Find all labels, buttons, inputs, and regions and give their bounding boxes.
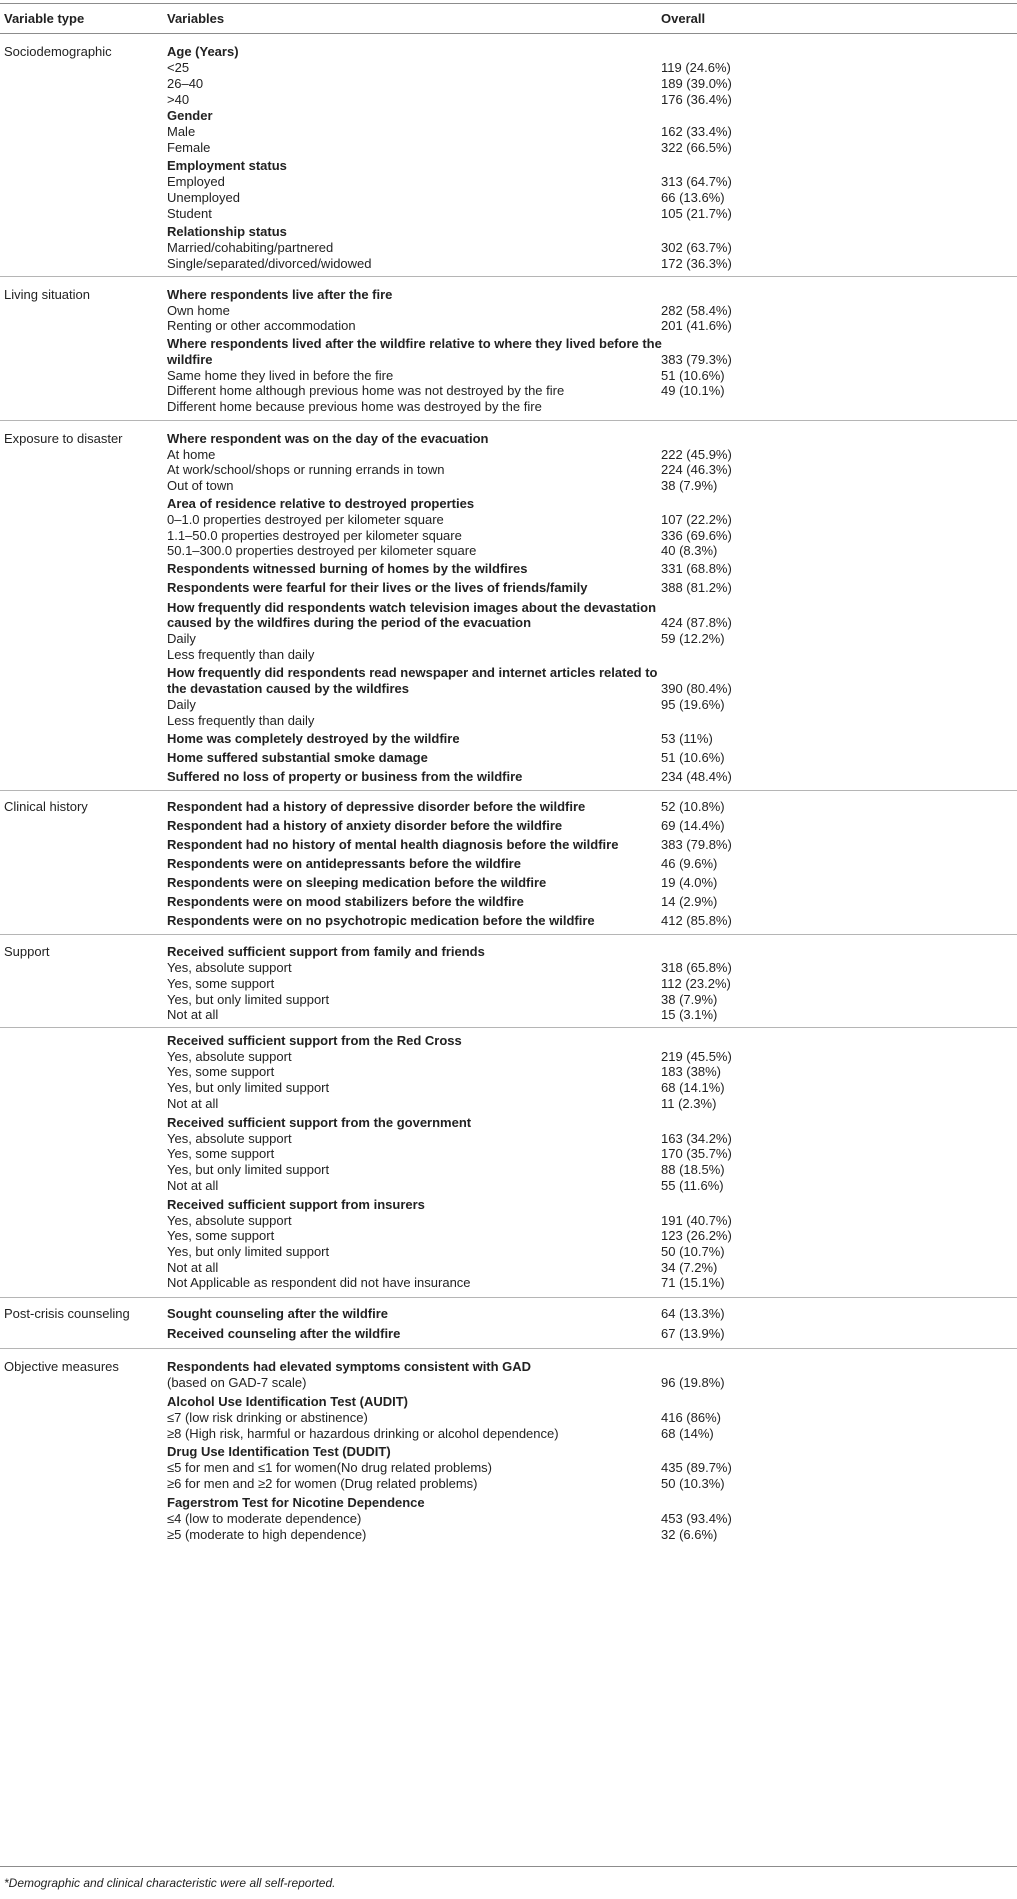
overall-value: 49 (10.1%)	[661, 383, 725, 398]
variable-heading: Respondent had no history of mental health diagnosis before the wildfire	[167, 837, 619, 852]
variable-heading: Received sufficient support from the Red Cross	[167, 1033, 462, 1048]
variable-label: 50.1–300.0 properties destroyed per kilometer square	[167, 543, 477, 558]
overall-value: 67 (13.9%)	[661, 1326, 725, 1341]
overall-value: 96 (19.8%)	[661, 1375, 725, 1390]
overall-value: 68 (14.1%)	[661, 1080, 725, 1095]
overall-value: 34 (7.2%)	[661, 1260, 718, 1275]
overall-value: 222 (45.9%)	[661, 447, 732, 462]
variable-label: 0–1.0 properties destroyed per kilometer square	[167, 512, 444, 527]
overall-value: 66 (13.6%)	[661, 190, 725, 205]
header-variable-type: Variable type	[4, 11, 85, 26]
overall-value: 170 (35.7%)	[661, 1146, 732, 1161]
variable-label: Yes, absolute support	[167, 960, 292, 975]
variable-label: ≥5 (moderate to high dependence)	[167, 1527, 367, 1542]
variable-heading: Respondents witnessed burning of homes by the wildfires	[167, 561, 528, 576]
variable-label: Own home	[167, 303, 230, 318]
overall-value: 416 (86%)	[661, 1410, 721, 1425]
variable-label: Different home because previous home was destroyed by the fire	[167, 399, 542, 414]
overall-value: 412 (85.8%)	[661, 913, 732, 928]
overall-value: 172 (36.3%)	[661, 256, 732, 271]
variable-label: Yes, some support	[167, 1228, 275, 1243]
variable-label: (based on GAD-7 scale)	[167, 1375, 307, 1390]
overall-value: 336 (69.6%)	[661, 528, 732, 543]
variable-type-label: Post-crisis counseling	[4, 1306, 130, 1321]
variable-heading: Relationship status	[167, 224, 287, 239]
variable-label: ≤7 (low risk drinking or abstinence)	[167, 1410, 368, 1425]
variable-label: Not at all	[167, 1260, 219, 1275]
overall-value: 51 (10.6%)	[661, 750, 725, 765]
footnote: *Demographic and clinical characteristic were all self-reported.	[4, 1876, 336, 1890]
header-rule	[0, 33, 1017, 34]
overall-value: 40 (8.3%)	[661, 543, 718, 558]
variable-label: Employed	[167, 174, 225, 189]
variable-type-label: Support	[4, 944, 50, 959]
overall-value: 322 (66.5%)	[661, 140, 732, 155]
overall-value: 107 (22.2%)	[661, 512, 732, 527]
variable-heading: caused by the wildfires during the period of the evacuation	[167, 615, 532, 630]
variable-type-label: Sociodemographic	[4, 44, 112, 59]
overall-value: 302 (63.7%)	[661, 240, 732, 255]
variable-heading: the devastation caused by the wildfires	[167, 681, 410, 696]
variable-label: Yes, absolute support	[167, 1131, 292, 1146]
variable-label: Not at all	[167, 1007, 219, 1022]
overall-value: 390 (80.4%)	[661, 681, 732, 696]
overall-value: 189 (39.0%)	[661, 76, 732, 91]
variable-label: At work/school/shops or running errands in town	[167, 462, 445, 477]
variable-label: <25	[167, 60, 190, 75]
section-divider	[0, 1348, 1017, 1349]
variable-heading: Home suffered substantial smoke damage	[167, 750, 428, 765]
variable-label: Not at all	[167, 1178, 219, 1193]
overall-value: 383 (79.8%)	[661, 837, 732, 852]
overall-value: 282 (58.4%)	[661, 303, 732, 318]
overall-value: 15 (3.1%)	[661, 1007, 718, 1022]
variable-heading: wildfire	[167, 352, 213, 367]
variable-heading: Age (Years)	[167, 44, 239, 59]
variable-heading: Where respondents live after the fire	[167, 287, 393, 302]
overall-value: 424 (87.8%)	[661, 615, 732, 630]
variable-heading: Where respondent was on the day of the evacuation	[167, 431, 489, 446]
variable-label: Yes, some support	[167, 1064, 275, 1079]
variable-heading: Respondent had a history of depressive disorder before the wildfire	[167, 799, 586, 814]
overall-value: 19 (4.0%)	[661, 875, 718, 890]
bottom-rule	[0, 1866, 1017, 1867]
variable-label: ≤5 for men and ≤1 for women(No drug related problems)	[167, 1460, 492, 1475]
overall-value: 191 (40.7%)	[661, 1213, 732, 1228]
overall-value: 105 (21.7%)	[661, 206, 732, 221]
overall-value: 46 (9.6%)	[661, 856, 718, 871]
variable-heading: Home was completely destroyed by the wildfire	[167, 731, 460, 746]
overall-value: 55 (11.6%)	[661, 1178, 724, 1193]
variable-label: Same home they lived in before the fire	[167, 368, 394, 383]
section-divider	[0, 420, 1017, 421]
header-overall: Overall	[661, 11, 706, 26]
overall-value: 52 (10.8%)	[661, 799, 725, 814]
variable-label: >40	[167, 92, 190, 107]
overall-value: 38 (7.9%)	[661, 478, 718, 493]
top-rule	[0, 3, 1017, 4]
variable-heading: Area of residence relative to destroyed properties	[167, 496, 475, 511]
variable-label: Not at all	[167, 1096, 219, 1111]
variable-heading: How frequently did respondents read newspaper and internet articles related to	[167, 665, 658, 680]
overall-value: 38 (7.9%)	[661, 992, 718, 1007]
variable-label: Yes, absolute support	[167, 1213, 292, 1228]
variable-label: Female	[167, 140, 211, 155]
variable-label: Male	[167, 124, 196, 139]
overall-value: 453 (93.4%)	[661, 1511, 732, 1526]
variable-label: Daily	[167, 631, 196, 646]
variable-heading: How frequently did respondents watch television images about the devastation	[167, 600, 657, 615]
variable-label: 1.1–50.0 properties destroyed per kilometer square	[167, 528, 462, 543]
variable-label: Out of town	[167, 478, 234, 493]
variable-label: Married/cohabiting/partnered	[167, 240, 334, 255]
overall-value: 11 (2.3%)	[661, 1096, 717, 1111]
variable-label: Renting or other accommodation	[167, 318, 356, 333]
variable-heading: Respondents were on sleeping medication before the wildfire	[167, 875, 547, 890]
overall-value: 69 (14.4%)	[661, 818, 725, 833]
variable-label: Different home although previous home was not destroyed by the fire	[167, 383, 565, 398]
variable-heading: Received sufficient support from the government	[167, 1115, 472, 1130]
variable-heading: Where respondents lived after the wildfire relative to where they lived before the	[167, 336, 662, 351]
overall-value: 14 (2.9%)	[661, 894, 718, 909]
variable-heading: Respondents were on antidepressants before the wildfire	[167, 856, 521, 871]
variable-heading: Drug Use Identification Test (DUDIT)	[167, 1444, 391, 1459]
variable-label: Yes, but only limited support	[167, 1162, 330, 1177]
overall-value: 313 (64.7%)	[661, 174, 732, 189]
variable-heading: Respondents were on no psychotropic medication before the wildfire	[167, 913, 595, 928]
overall-value: 219 (45.5%)	[661, 1049, 732, 1064]
overall-value: 53 (11%)	[661, 731, 713, 746]
overall-value: 112 (23.2%)	[661, 976, 731, 991]
overall-value: 59 (12.2%)	[661, 631, 725, 646]
overall-value: 176 (36.4%)	[661, 92, 732, 107]
variable-label: Less frequently than daily	[167, 713, 315, 728]
variable-heading: Fagerstrom Test for Nicotine Dependence	[167, 1495, 425, 1510]
overall-value: 318 (65.8%)	[661, 960, 732, 975]
overall-value: 224 (46.3%)	[661, 462, 732, 477]
overall-value: 123 (26.2%)	[661, 1228, 732, 1243]
overall-value: 162 (33.4%)	[661, 124, 732, 139]
overall-value: 163 (34.2%)	[661, 1131, 732, 1146]
variable-label: Yes, but only limited support	[167, 1080, 330, 1095]
variable-label: Less frequently than daily	[167, 647, 315, 662]
section-divider	[0, 276, 1017, 277]
variable-heading: Suffered no loss of property or business from the wildfire	[167, 769, 523, 784]
variable-label: ≥8 (High risk, harmful or hazardous drinking or alcohol dependence)	[167, 1426, 559, 1441]
overall-value: 201 (41.6%)	[661, 318, 732, 333]
variable-heading: Respondents were fearful for their lives or the lives of friends/family	[167, 580, 588, 595]
overall-value: 32 (6.6%)	[661, 1527, 718, 1542]
section-divider	[0, 934, 1017, 935]
variable-heading: Received sufficient support from family and friends	[167, 944, 485, 959]
section-divider	[0, 1297, 1017, 1298]
variable-label: Daily	[167, 697, 196, 712]
variable-heading: Sought counseling after the wildfire	[167, 1306, 389, 1321]
overall-value: 234 (48.4%)	[661, 769, 732, 784]
variable-heading: Alcohol Use Identification Test (AUDIT)	[167, 1394, 408, 1409]
overall-value: 68 (14%)	[661, 1426, 714, 1441]
variable-type-label: Objective measures	[4, 1359, 119, 1374]
variable-heading: Gender	[167, 108, 213, 123]
variable-heading: Respondent had a history of anxiety disorder before the wildfire	[167, 818, 563, 833]
overall-value: 183 (38%)	[661, 1064, 721, 1079]
variable-label: Not Applicable as respondent did not have insurance	[167, 1275, 471, 1290]
overall-value: 88 (18.5%)	[661, 1162, 725, 1177]
overall-value: 64 (13.3%)	[661, 1306, 725, 1321]
variable-label: Yes, but only limited support	[167, 992, 330, 1007]
overall-value: 331 (68.8%)	[661, 561, 732, 576]
variable-type-label: Clinical history	[4, 799, 88, 814]
variable-heading: Respondents were on mood stabilizers before the wildfire	[167, 894, 524, 909]
variable-label: ≤4 (low to moderate dependence)	[167, 1511, 362, 1526]
variable-label: 26–40	[167, 76, 204, 91]
variable-label: Yes, absolute support	[167, 1049, 292, 1064]
overall-value: 383 (79.3%)	[661, 352, 732, 367]
variable-heading: Employment status	[167, 158, 287, 173]
variable-label: Student	[167, 206, 212, 221]
variable-heading: Received sufficient support from insurers	[167, 1197, 425, 1212]
section-divider	[0, 1027, 1017, 1028]
overall-value: 50 (10.3%)	[661, 1476, 725, 1491]
section-divider	[0, 790, 1017, 791]
overall-value: 435 (89.7%)	[661, 1460, 732, 1475]
variable-heading: Received counseling after the wildfire	[167, 1326, 401, 1341]
variable-type-label: Exposure to disaster	[4, 431, 123, 446]
variable-label: At home	[167, 447, 216, 462]
variable-label: Yes, but only limited support	[167, 1244, 330, 1259]
overall-value: 50 (10.7%)	[661, 1244, 725, 1259]
variable-label: Single/separated/divorced/widowed	[167, 256, 372, 271]
overall-value: 388 (81.2%)	[661, 580, 732, 595]
variable-label: Yes, some support	[167, 1146, 275, 1161]
variable-type-label: Living situation	[4, 287, 90, 302]
overall-value: 71 (15.1%)	[661, 1275, 725, 1290]
overall-value: 95 (19.6%)	[661, 697, 725, 712]
overall-value: 119 (24.6%)	[661, 60, 731, 75]
variable-heading: Respondents had elevated symptoms consistent with GAD	[167, 1359, 532, 1374]
header-variables: Variables	[167, 11, 225, 26]
variable-label: Unemployed	[167, 190, 240, 205]
variable-label: ≥6 for men and ≥2 for women (Drug related problems)	[167, 1476, 478, 1491]
variable-label: Yes, some support	[167, 976, 275, 991]
overall-value: 51 (10.6%)	[661, 368, 725, 383]
